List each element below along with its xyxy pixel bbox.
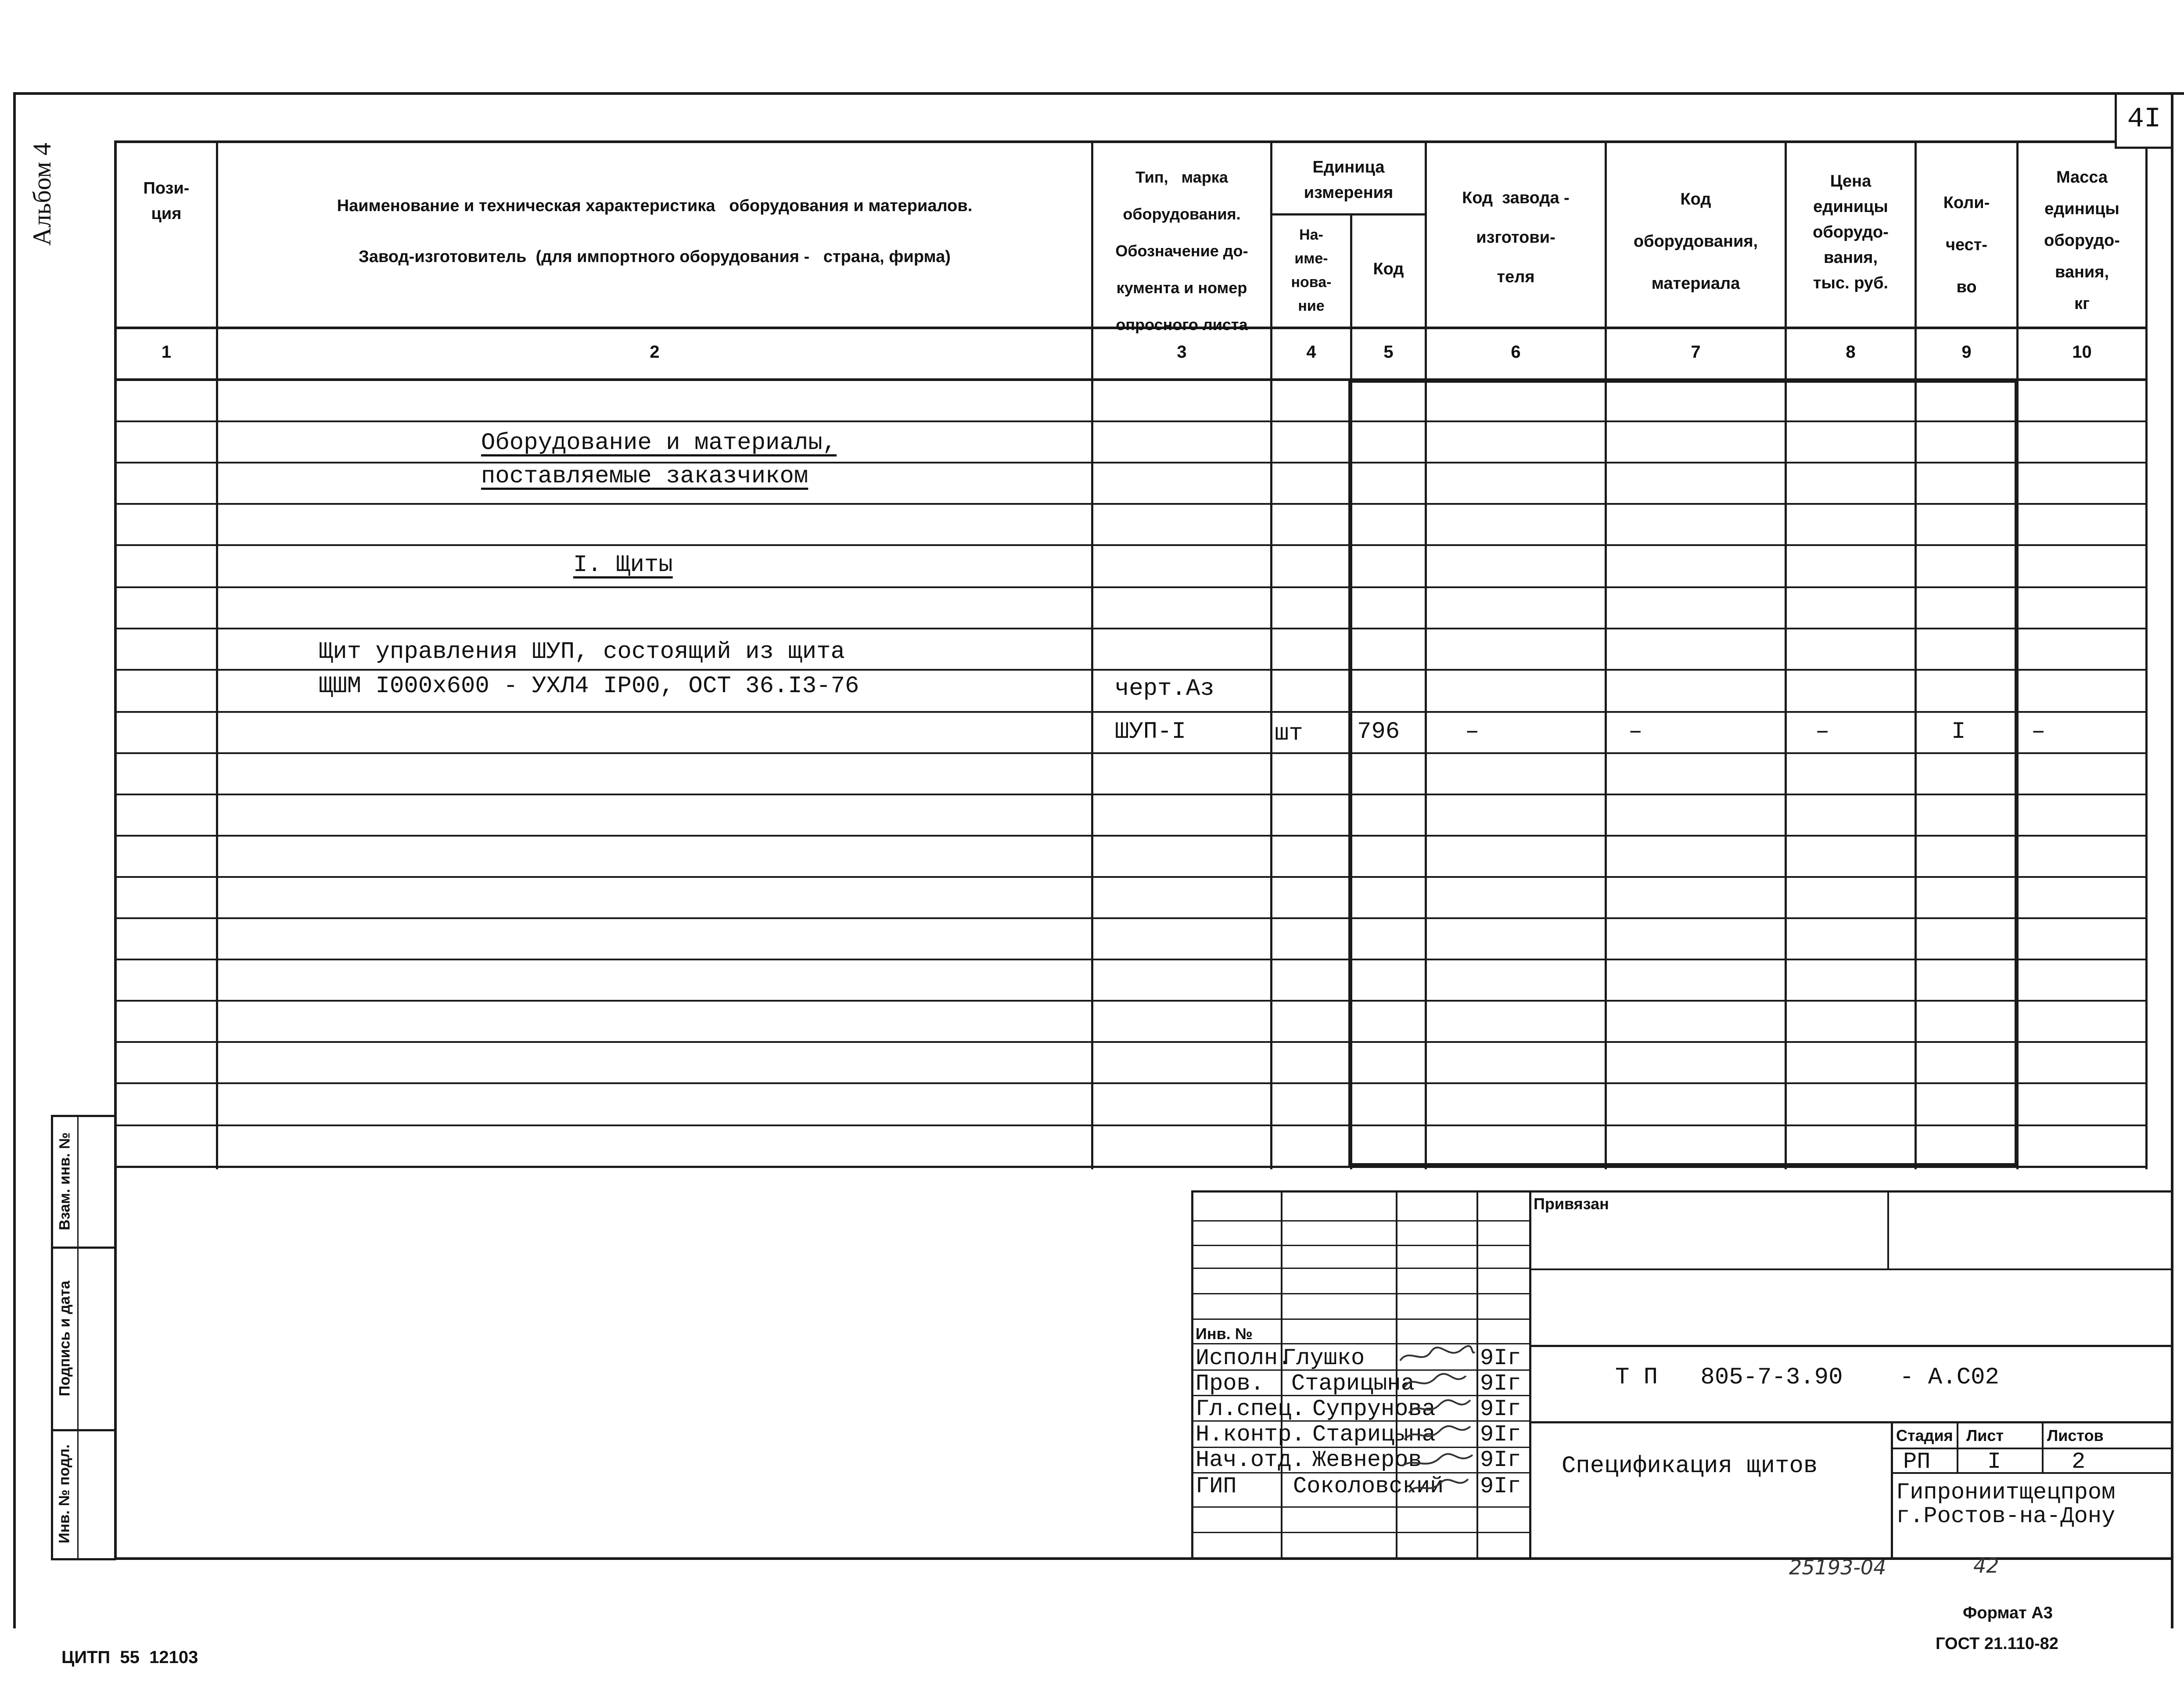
date-ispoln: 9Iг	[1480, 1345, 1521, 1371]
item-unit-code: 796	[1357, 719, 1400, 745]
col3-header: Тип, марка оборудования. Обозначение до- кумента и номер опросного листа	[1115, 168, 1248, 334]
name-ispoln: Глушко	[1282, 1345, 1365, 1371]
item-price: –	[1815, 719, 1830, 745]
date-gip: 9Iг	[1480, 1473, 1521, 1499]
item-type: ШУП-I	[1115, 719, 1186, 745]
date-n-kontr: 9Iг	[1480, 1422, 1521, 1448]
name-n-kontr: Старицына	[1312, 1422, 1436, 1448]
col-num-8: 8	[1846, 342, 1856, 362]
date-prov: 9Iг	[1480, 1371, 1521, 1397]
col-num-1: 1	[161, 342, 172, 362]
col9-header: Коли- чест- во	[1943, 194, 1990, 296]
sheet-value: I	[1987, 1449, 2001, 1475]
sheets-value: 2	[2072, 1449, 2086, 1475]
col7-header: Код оборудования, материала	[1633, 190, 1758, 293]
name-gl-spec: Супрунова	[1312, 1396, 1436, 1422]
col-num-6: 6	[1511, 342, 1521, 362]
item-document: черт.Аз	[1115, 675, 1214, 702]
item-quantity: I	[1951, 719, 1966, 745]
sheet-label: Лист	[1966, 1426, 2004, 1444]
col2-header-line1: Наименование и техническая характеристика оборудования и материалов.	[337, 197, 973, 215]
col-num-5: 5	[1383, 342, 1394, 362]
sheets-label: Листов	[2047, 1426, 2104, 1444]
col1-header: Пози- ция	[143, 179, 190, 223]
col-num-10: 10	[2072, 342, 2092, 362]
col4-header: На- име- нова- ние	[1291, 226, 1332, 314]
col-num-2: 2	[650, 342, 660, 362]
subsection-title: I. Щиты	[573, 552, 673, 578]
role-gip: ГИП	[1196, 1473, 1237, 1499]
privyazan-label: Привязан	[1534, 1195, 1609, 1213]
col-num-7: 7	[1691, 342, 1701, 362]
signatures-image	[1396, 1343, 1479, 1501]
date-nach-otd: 9Iг	[1480, 1447, 1521, 1473]
frame-right	[2171, 92, 2173, 1628]
table-top	[114, 140, 2115, 143]
stamp-inv-podl: Инв. № подл.	[56, 1444, 73, 1544]
item-description-line1: Щит управления ШУП, состоящий из щита	[319, 639, 845, 665]
item-factory-code: –	[1465, 719, 1480, 745]
role-n-kontr: Н.контр.	[1196, 1422, 1305, 1448]
role-prov: Пров.	[1196, 1371, 1264, 1397]
stamp-podpis: Подпись и дата	[56, 1280, 73, 1397]
section-title-line1: Оборудование и материалы,	[481, 430, 837, 456]
page-number: 4I	[2127, 104, 2161, 135]
citp-label: ЦИТП 55 12103	[61, 1648, 198, 1667]
date-gl-spec: 9Iг	[1480, 1396, 1521, 1422]
inv-no-label: Инв. №	[1196, 1325, 1253, 1343]
organization-line1: Гипрониитщецпром	[1896, 1480, 2116, 1505]
document-code: Т П 805-7-3.90 - А.С02	[1615, 1364, 1999, 1391]
name-prov: Старицына	[1291, 1371, 1415, 1397]
col6-header: Код завода - изготови- теля	[1462, 189, 1570, 286]
stage-value: РП	[1903, 1449, 1931, 1475]
role-gl-spec: Гл.спец.	[1196, 1396, 1305, 1422]
col-num-4: 4	[1306, 342, 1316, 362]
col-num-9: 9	[1961, 342, 1972, 362]
role-ispoln: Исполн.	[1196, 1345, 1292, 1371]
role-nach-otd: Нач.отд.	[1196, 1447, 1305, 1473]
item-mass: –	[2031, 719, 2046, 745]
col5-header: Код	[1373, 260, 1404, 278]
item-equipment-code: –	[1628, 719, 1643, 745]
gost-label: ГОСТ 21.110-82	[1936, 1635, 2058, 1653]
item-unit: шт	[1275, 720, 1303, 747]
frame-left	[13, 92, 16, 1628]
stamp-vzam: Взам. инв. №	[56, 1132, 73, 1231]
organization-line2: г.Ростов-на-Дону	[1896, 1503, 2116, 1529]
col-num-3: 3	[1177, 342, 1187, 362]
name-gip: Соколовский	[1293, 1473, 1444, 1499]
item-description-line2: ЩШМ I000х600 - УХЛ4 IР00, ОСТ 36.I3-76	[319, 673, 859, 700]
handwritten-number: 42	[1973, 1554, 1999, 1577]
frame-top	[13, 92, 2184, 95]
section-title-line2: поставляемые заказчиком	[481, 463, 808, 490]
col8-header: Цена единицы оборудо- вания, тыс. руб.	[1813, 172, 1889, 292]
name-nach-otd: Жевнеров	[1312, 1447, 1422, 1473]
format-label: Формат А3	[1963, 1604, 2053, 1622]
album-label: Альбом 4	[28, 143, 56, 246]
col2-header-line2: Завод-изготовитель (для импортного оборудования - страна, фирма)	[359, 248, 951, 266]
unit-group-header: Единица измерения	[1304, 158, 1394, 202]
document-title: Спецификация щитов	[1562, 1453, 1818, 1480]
stage-label: Стадия	[1896, 1426, 1953, 1444]
col10-header: Масса единицы оборудо- вания, кг	[2044, 168, 2120, 313]
handwritten-code: 25193-04	[1789, 1556, 1886, 1579]
